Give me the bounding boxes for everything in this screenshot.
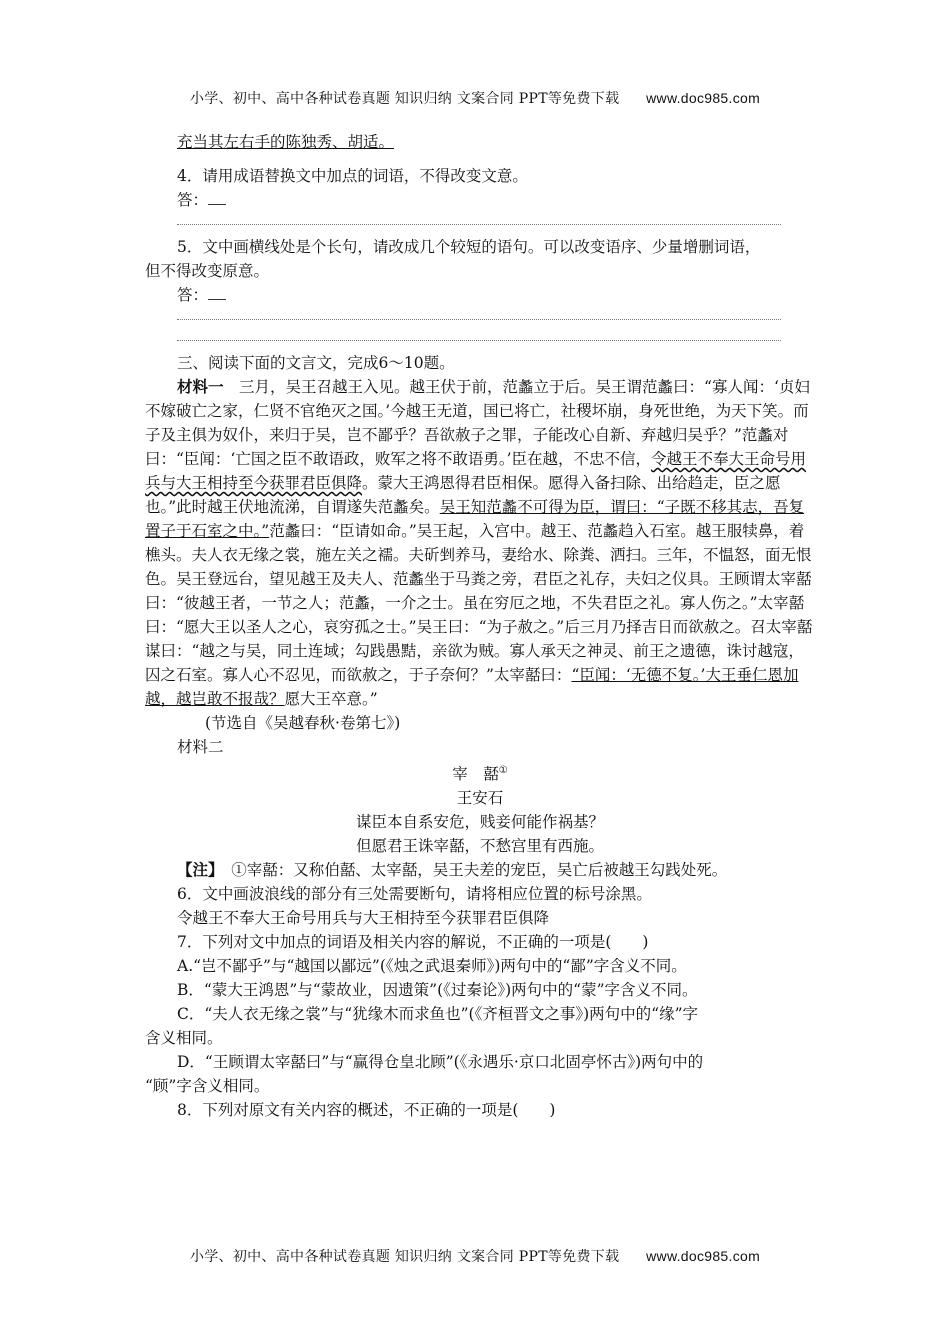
- answer-blank[interactable]: [208, 190, 226, 205]
- question-7: 7．下列对文中加点的词语及相关内容的解说，不正确的一项是( ): [177, 933, 649, 952]
- option-7c: C．“夫人衣无缘之裳”与“犹缘木而求鱼也”(《齐桓晋文之事》)两句中的“缘”字: [177, 1005, 699, 1024]
- answer-4: 答：: [145, 188, 815, 212]
- poem-author: 王安石: [456, 789, 504, 808]
- question-6: 6．文中画波浪线的部分有三处需要断句，请将相应位置的标号涂黑。: [177, 885, 652, 904]
- option-7a: A.“岂不鄙乎”与“越国以鄙远”(《烛之武退秦师》)两句中的“鄙”字含义不同。: [177, 957, 687, 976]
- question-8: 8．下列对原文有关内容的概述，不正确的一项是( ): [177, 1101, 556, 1120]
- continuation-line: 充当其左右手的陈独秀、胡适。: [177, 133, 395, 151]
- underlined-sentence-2: “臣闻：‘无德不复。’大王垂仁恩加越，越岂敢不报哉？: [145, 666, 799, 708]
- footer-text: 小学、初中、高中各种试卷真题 知识归纳 文案合同 PPT等免费下载: [189, 1249, 620, 1265]
- option-7b: B．“蒙大王鸿恩”与“蒙故业，因遗策”(《过秦论》)两句中的“蒙”字含义不同。: [177, 981, 698, 1000]
- question-5: 5．文中画横线处是个长句，请改成几个较短的语句。可以改变语序、少量增删词语，: [177, 238, 761, 256]
- option-7c-cont: 含义相同。: [145, 1029, 223, 1048]
- page-footer: [0, 1246, 950, 1266]
- note: 【注】 ①宰嚭：又称伯嚭、太宰嚭，吴王夫差的宠臣，吴亡后被越王勾践处死。: [177, 860, 728, 880]
- section-3-heading: 三、阅读下面的文言文，完成6～10题。: [177, 354, 455, 372]
- answer-line[interactable]: [177, 319, 781, 320]
- underlined-long-sentence: 吴王知范蠡不可得为臣，谓曰：“子既不移其志，吾复置子于石室之中。”: [145, 498, 805, 540]
- material-2-label: 材料二: [177, 738, 224, 756]
- page-header: [0, 88, 950, 108]
- footer-site-link[interactable]: www.doc985.com: [646, 1248, 761, 1264]
- material-1-text: 材料一 三月，吴王召越王入见。越王伏于前，范蠡立于后。吴王谓范蠡曰：“寡人闻：‘贞妇不嫁破亡之家，仁贤不官绝灭之国。’今越王无道，国已将亡，社稷坏崩，身死世绝，为天下笑。而子及主俱为奴仆，来归于吴，岂不鄙乎？吾欲赦子之罪，子能改心自新、弃越归吴乎？”范蠡对曰：“臣闻：‘亡国之臣不敢语政，败军之将不敢语勇。’臣在越，不忠不信，令越王不奉大王命号用兵与大王相持至今获罪君臣俱降。蒙大王鸿恩得君臣相保。愿得入备扫除、出给趋走，臣之愿也。”此时越王伏地流涕，自谓遂失范蠡矣。吴王知范蠡不可得为臣，谓曰：“子既不移其志，吾复置子于石室之中。”范蠡曰：“臣请如命。”吴王起，入宫中。越王、范蠡趋入石室。越王服犊鼻，着樵头。夫人衣无缘之裳，施左关之襦。夫斫剉养马，妻给水、除粪、洒扫。三年，不愠怒，面无恨色。吴王登远台，望见越王及夫人、范蠡坐于马粪之旁，君臣之礼存，夫妇之仪具。王顾谓太宰嚭曰：“彼越王者，一节之人；范蠡，一介之士。虽在穷厄之地，不失君臣之礼。寡人伤之。”太宰嚭曰：“愿大王以圣人之心，哀穷孤之士。”吴王曰：“为子赦之。”后三月乃择吉日而欲赦之。召太宰嚭谋曰：“越之与吴，同土连域；勾践愚黠，亲欲为贼。寡人承天之神灵、前王之遗德，诛讨越寇，囚之石室。寡人心不忍见，而欲赦之，于子奈何？”太宰嚭曰：“臣闻：‘无德不复。’大王垂仁恩加越，越岂敢不报哉？愿大王卒意。”: [145, 377, 813, 708]
- poem-line-1: 谋臣本自系安危，贱妾何能作祸基？: [355, 813, 604, 832]
- document-body: [145, 130, 815, 1122]
- footnote-mark: ①: [498, 765, 508, 776]
- poem-line-2: 但愿君王诛宰嚭，不愁宫里有西施。: [355, 837, 604, 856]
- question-4: 4．请用成语替换文中加点的词语，不得改变文意。: [177, 167, 528, 185]
- option-7d: D．“王顾谓太宰嚭曰”与“赢得仓皇北顾”(《永遇乐·京口北固亭怀古》)两句中的: [177, 1053, 704, 1072]
- option-7d-cont: “顾”字含义相同。: [145, 1077, 270, 1096]
- header-site-link[interactable]: www.doc985.com: [646, 90, 761, 106]
- question-5-cont: 但不得改变原意。: [145, 262, 270, 280]
- header-text: 小学、初中、高中各种试卷真题 知识归纳 文案合同 PPT等免费下载: [189, 91, 620, 107]
- question-6-text: 令越王不奉大王命号用兵与大王相持至今获罪君臣俱降: [177, 909, 550, 928]
- answer-blank[interactable]: [208, 285, 226, 300]
- wavy-underlined-passage: 令越王不奉大王命号用兵与大王相持至今获罪君臣俱降: [145, 450, 807, 492]
- poem-title: 宰 嚭①: [452, 765, 508, 784]
- material-1-label: 材料一: [177, 377, 224, 396]
- answer-5: 答：: [145, 283, 815, 307]
- material-1-source: (节选自《吴越春秋·卷第七》): [205, 714, 401, 732]
